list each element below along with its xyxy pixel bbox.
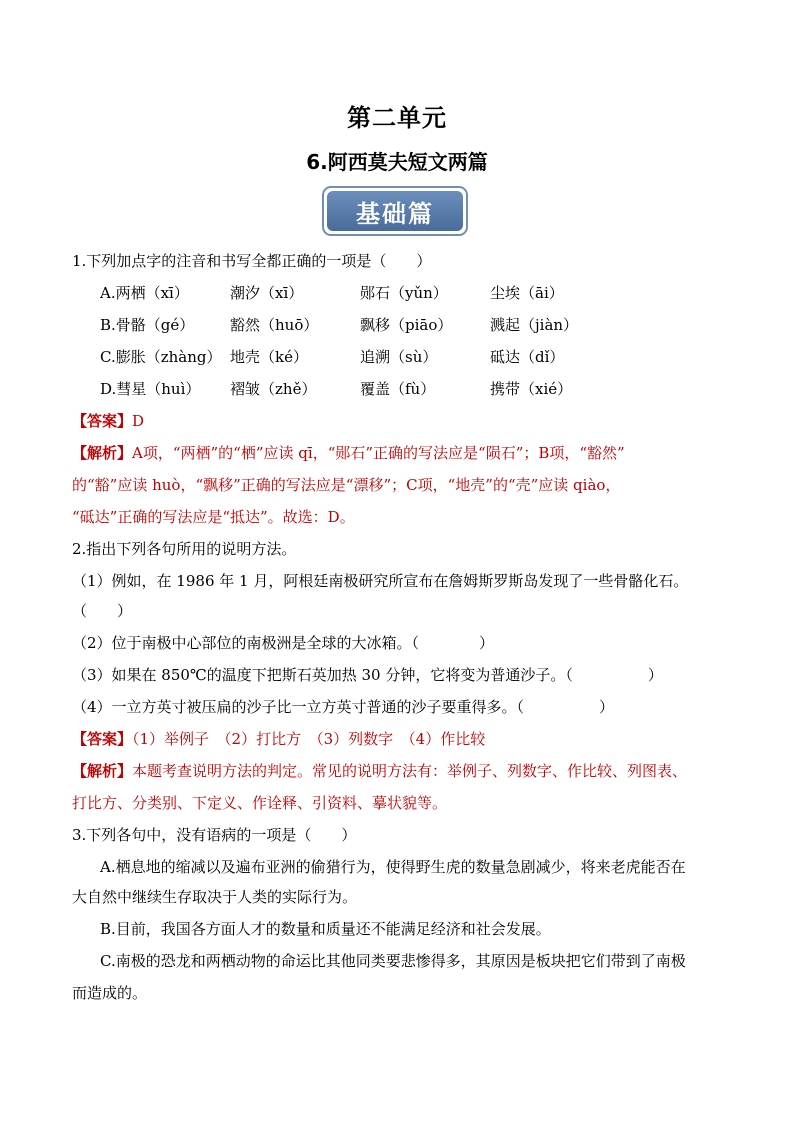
option-cell: 地壳（ké） [230, 348, 308, 366]
answer-tag: 【答案】 [72, 730, 133, 748]
q2-item-3: （3）如果在 850℃的温度下把斯石英加热 30 分钟，它将变为普通沙子。（ ） [72, 666, 663, 684]
option-cell: 尘埃（āi） [490, 284, 564, 302]
section-banner [322, 186, 468, 236]
explanation-tag: 【解析】 [72, 762, 133, 780]
option-cell: 砥达（dǐ） [490, 348, 565, 366]
q3-option-b: B.目前，我国各方面人才的数量和质量还不能满足经济和社会发展。 [100, 920, 551, 938]
q3-option-c-line-2: 而造成的。 [72, 984, 148, 1002]
q1-stem: 1.下列加点字的注音和书写全都正确的一项是（ ） [72, 252, 432, 270]
q3-option-c-line-1: C.南极的恐龙和两栖动物的命运比其他同类要悲惨得多，其原因是板块把它们带到了南极 [100, 952, 686, 970]
option-cell: 豁然（huō） [230, 316, 319, 334]
option-cell: 郧石（yǔn） [360, 284, 448, 302]
q2-explanation-line-2: 打比方、分类别、下定义、作诠释、引资料、摹状貌等。 [72, 794, 448, 812]
q2-item-4: （4）一立方英寸被压扁的沙子比一立方英寸普通的沙子要重得多。（ ） [72, 698, 615, 716]
q1-option-c [100, 346, 620, 367]
q1-option-a [100, 282, 620, 303]
option-cell: A.两栖（xī） [100, 284, 189, 302]
option-cell: 携带（xié） [490, 380, 573, 398]
option-cell: 潮汐（xī） [230, 284, 304, 302]
q1-explanation-line-2: 的“豁”应读 huò，“飘移”正确的写法应是“漂移”；C项，“地壳”的“壳”应读 qiào， [72, 476, 621, 494]
section-banner-label: 基础篇 [327, 191, 463, 231]
q1-option-b [100, 314, 620, 335]
option-cell: 覆盖（fù） [360, 380, 436, 398]
q2-item-1-blank: （ ） [72, 602, 133, 620]
q3-stem: 3.下列各句中，没有语病的一项是（ ） [72, 826, 357, 844]
explanation-text: A项，“两栖”的“栖”应读 qī，“郧石”正确的写法应是“陨石”；B项，“豁然” [132, 444, 625, 462]
option-cell: 追溯（sù） [360, 348, 438, 366]
q2-answer [72, 728, 485, 749]
explanation-text: 本题考查说明方法的判定。常见的说明方法有：举例子、列数字、作比较、列图表、 [132, 762, 688, 780]
answer-tag: 【答案】 [72, 412, 133, 430]
lesson-title: 6.阿西莫夫短文两篇 [306, 150, 488, 174]
option-cell: C.膨胀（zhàng） [100, 348, 222, 366]
option-cell: 飘移（piāo） [360, 316, 453, 334]
q3-option-a-line-2: 大自然中继续生存取决于人类的实际行为。 [72, 888, 358, 906]
explanation-tag: 【解析】 [72, 444, 133, 462]
q2-stem: 2.指出下列各句所用的说明方法。 [72, 540, 297, 558]
answer-value: （1）举例子 （2）打比方 （3）列数字 （4）作比较 [132, 730, 486, 748]
q1-answer [72, 410, 144, 431]
q1-explanation-line-3: “砥达”正确的写法应是“抵达”。故选：D。 [72, 508, 355, 526]
option-cell: 溅起（jiàn） [490, 316, 579, 334]
option-cell: D.彗星（huì） [100, 380, 201, 398]
unit-title: 第二单元 [347, 104, 447, 132]
q1-option-d [100, 378, 620, 399]
q2-explanation-line-1 [72, 760, 687, 781]
q2-item-2: （2）位于南极中心部位的南极洲是全球的大冰箱。（ ） [72, 634, 495, 652]
q3-option-a-line-1: A.栖息地的缩减以及遍布亚洲的偷猎行为，使得野生虎的数量急剧减少，将来老虎能否在 [100, 858, 686, 876]
answer-value: D [132, 412, 145, 430]
option-cell: 褶皱（zhě） [230, 380, 317, 398]
q1-explanation-line-1 [72, 442, 625, 463]
option-cell: B.骨骼（gé） [100, 316, 195, 334]
q2-item-1: （1）例如，在 1986 年 1 月，阿根廷南极研究所宣布在詹姆斯罗斯岛发现了一些骨骼化石。 [72, 572, 689, 590]
